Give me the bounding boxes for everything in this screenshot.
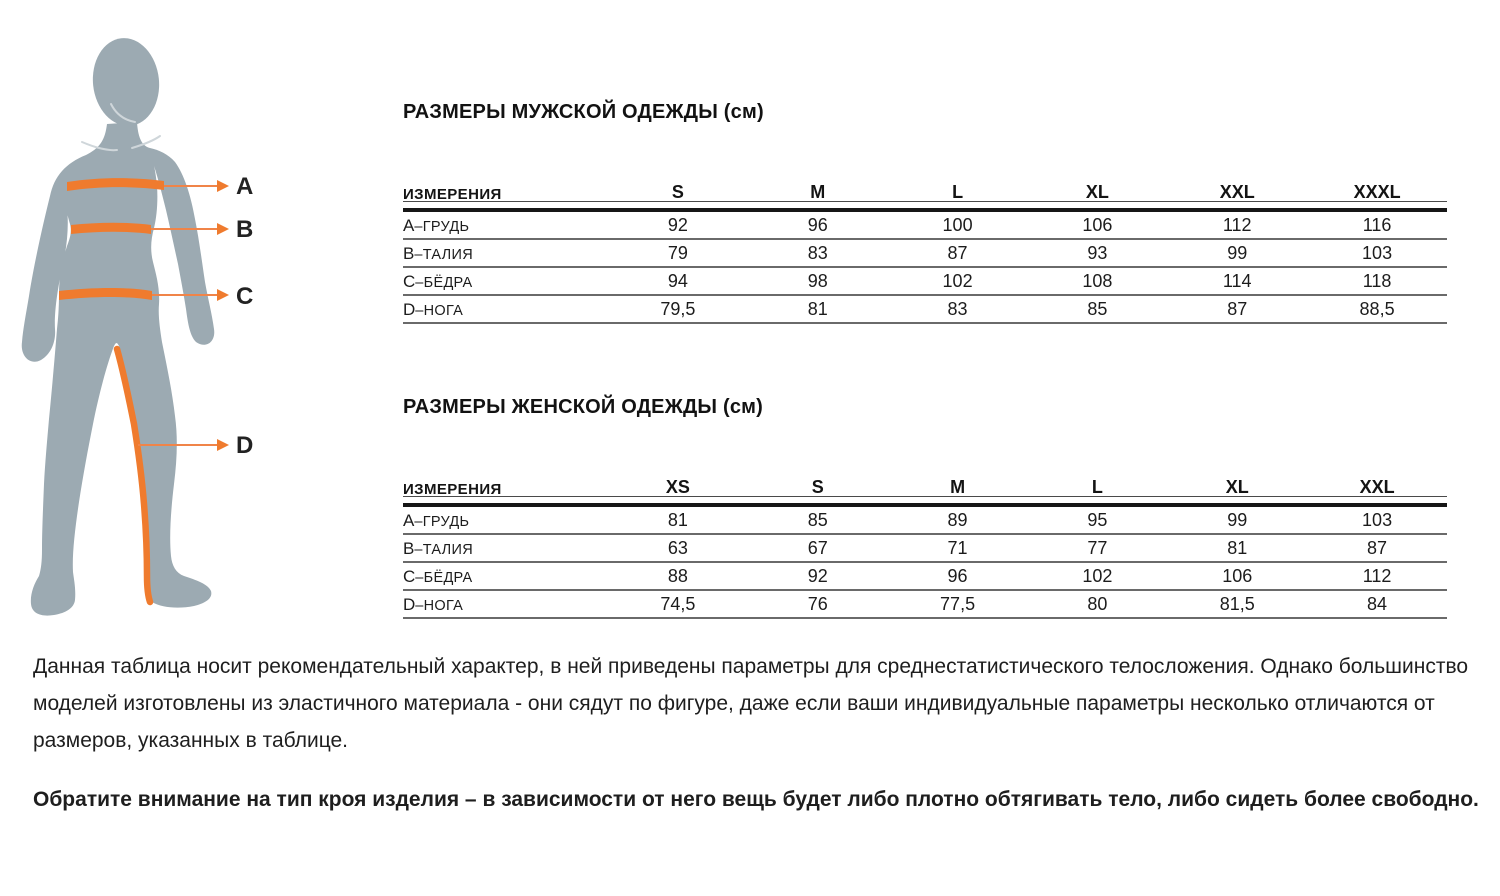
size-value-cell: 83 [888, 295, 1028, 323]
size-table-header-row [403, 474, 1447, 505]
size-value-cell: 83 [748, 239, 888, 267]
size-column-header: XS [608, 474, 748, 505]
size-value-cell: 63 [608, 534, 748, 562]
size-value-cell: 88 [608, 562, 748, 590]
size-value-cell: 74,5 [608, 590, 748, 618]
note-paragraph-bold: Обратите внимание на тип кроя изделия – в зависимости от него вещь будет либо плотно обтягивать тело, либо сидеть более свободно. [33, 788, 1479, 811]
size-value-cell: 81 [1167, 534, 1307, 562]
size-value-cell: 79,5 [608, 295, 748, 323]
size-column-header: S [748, 474, 888, 505]
mens-size-table [403, 179, 1447, 324]
measure-labels [236, 173, 253, 459]
table-row [403, 295, 1447, 323]
size-value-cell: 81 [608, 505, 748, 534]
size-value-cell: 112 [1307, 562, 1447, 590]
size-value-cell: 108 [1027, 267, 1167, 295]
size-value-cell: 116 [1307, 210, 1447, 239]
size-value-cell: 88,5 [1307, 295, 1447, 323]
measurements-column-header: ИЗМЕРЕНИЯ [403, 474, 608, 505]
label-c: C [236, 283, 254, 310]
measurement-row-label: С–БЁДРА [403, 267, 608, 295]
size-value-cell: 84 [1307, 590, 1447, 618]
size-column-header: XL [1167, 474, 1307, 505]
table-row [403, 239, 1447, 267]
size-value-cell: 71 [888, 534, 1028, 562]
size-column-header: S [608, 179, 748, 210]
measurements-column-header: ИЗМЕРЕНИЯ [403, 179, 608, 210]
size-value-cell: 103 [1307, 239, 1447, 267]
label-a: A [236, 173, 254, 200]
size-value-cell: 77,5 [888, 590, 1028, 618]
size-value-cell: 89 [888, 505, 1028, 534]
size-value-cell: 85 [748, 505, 888, 534]
size-value-cell: 118 [1307, 267, 1447, 295]
measure-arrowheads [217, 180, 229, 451]
size-value-cell: 102 [1027, 562, 1167, 590]
size-value-cell: 112 [1167, 210, 1307, 239]
size-value-cell: 99 [1167, 239, 1307, 267]
table-row [403, 267, 1447, 295]
size-value-cell: 102 [888, 267, 1028, 295]
size-value-cell: 80 [1027, 590, 1167, 618]
measurement-row-label: А–ГРУДЬ [403, 210, 608, 239]
size-value-cell: 94 [608, 267, 748, 295]
measurement-row-label: А–ГРУДЬ [403, 505, 608, 534]
womens-size-table [403, 474, 1447, 619]
measurement-row-label: С–БЁДРА [403, 562, 608, 590]
label-b: B [236, 216, 254, 243]
mens-sizes-title: РАЗМЕРЫ МУЖСКОЙ ОДЕЖДЫ (см) [403, 101, 764, 123]
size-column-header: XXXL [1307, 179, 1447, 210]
body-measurement-diagram [14, 24, 256, 629]
size-value-cell: 114 [1167, 267, 1307, 295]
size-value-cell: 92 [608, 210, 748, 239]
size-value-cell: 77 [1027, 534, 1167, 562]
size-value-cell: 67 [748, 534, 888, 562]
size-value-cell: 96 [888, 562, 1028, 590]
body-silhouette [22, 35, 215, 616]
measurement-row-label: D–НОГА [403, 295, 608, 323]
size-column-header: M [748, 179, 888, 210]
size-value-cell: 85 [1027, 295, 1167, 323]
size-value-cell: 79 [608, 239, 748, 267]
size-column-header: XXL [1307, 474, 1447, 505]
size-value-cell: 98 [748, 267, 888, 295]
size-value-cell: 92 [748, 562, 888, 590]
arrow-c-head [217, 289, 229, 301]
measurement-row-label: D–НОГА [403, 590, 608, 618]
size-value-cell: 87 [1167, 295, 1307, 323]
size-value-cell: 99 [1167, 505, 1307, 534]
size-column-header: M [888, 474, 1028, 505]
size-value-cell: 106 [1027, 210, 1167, 239]
size-table-header-row [403, 179, 1447, 210]
size-value-cell: 81,5 [1167, 590, 1307, 618]
size-column-header: L [888, 179, 1028, 210]
size-value-cell: 87 [1307, 534, 1447, 562]
womens-sizes-title: РАЗМЕРЫ ЖЕНСКОЙ ОДЕЖДЫ (см) [403, 396, 764, 418]
size-value-cell: 96 [748, 210, 888, 239]
size-value-cell: 103 [1307, 505, 1447, 534]
size-value-cell: 93 [1027, 239, 1167, 267]
measurement-row-label: В–ТАЛИЯ [403, 534, 608, 562]
measurement-row-label: В–ТАЛИЯ [403, 239, 608, 267]
label-d: D [236, 432, 254, 459]
size-guide-notes [33, 648, 1483, 818]
size-value-cell: 95 [1027, 505, 1167, 534]
size-column-header: L [1027, 474, 1167, 505]
size-value-cell: 81 [748, 295, 888, 323]
table-row [403, 590, 1447, 618]
size-column-header: XXL [1167, 179, 1307, 210]
table-row [403, 534, 1447, 562]
size-column-header: XL [1027, 179, 1167, 210]
table-row [403, 210, 1447, 239]
note-paragraph: Данная таблица носит рекомендательный характер, в ней приведены параметры для среднестатистического телосложения. Однако большинство моделей изготовлены из эластичного материала - они сядут по фигуре, даже если ваши индивидуальные параметры несколько отличаются от размеров, указанных в таблице. [33, 655, 1469, 752]
arrow-a-head [217, 180, 229, 192]
size-value-cell: 76 [748, 590, 888, 618]
arrow-d-head [217, 439, 229, 451]
table-row [403, 505, 1447, 534]
size-value-cell: 100 [888, 210, 1028, 239]
table-row [403, 562, 1447, 590]
arrow-b-head [217, 223, 229, 235]
size-value-cell: 106 [1167, 562, 1307, 590]
size-value-cell: 87 [888, 239, 1028, 267]
